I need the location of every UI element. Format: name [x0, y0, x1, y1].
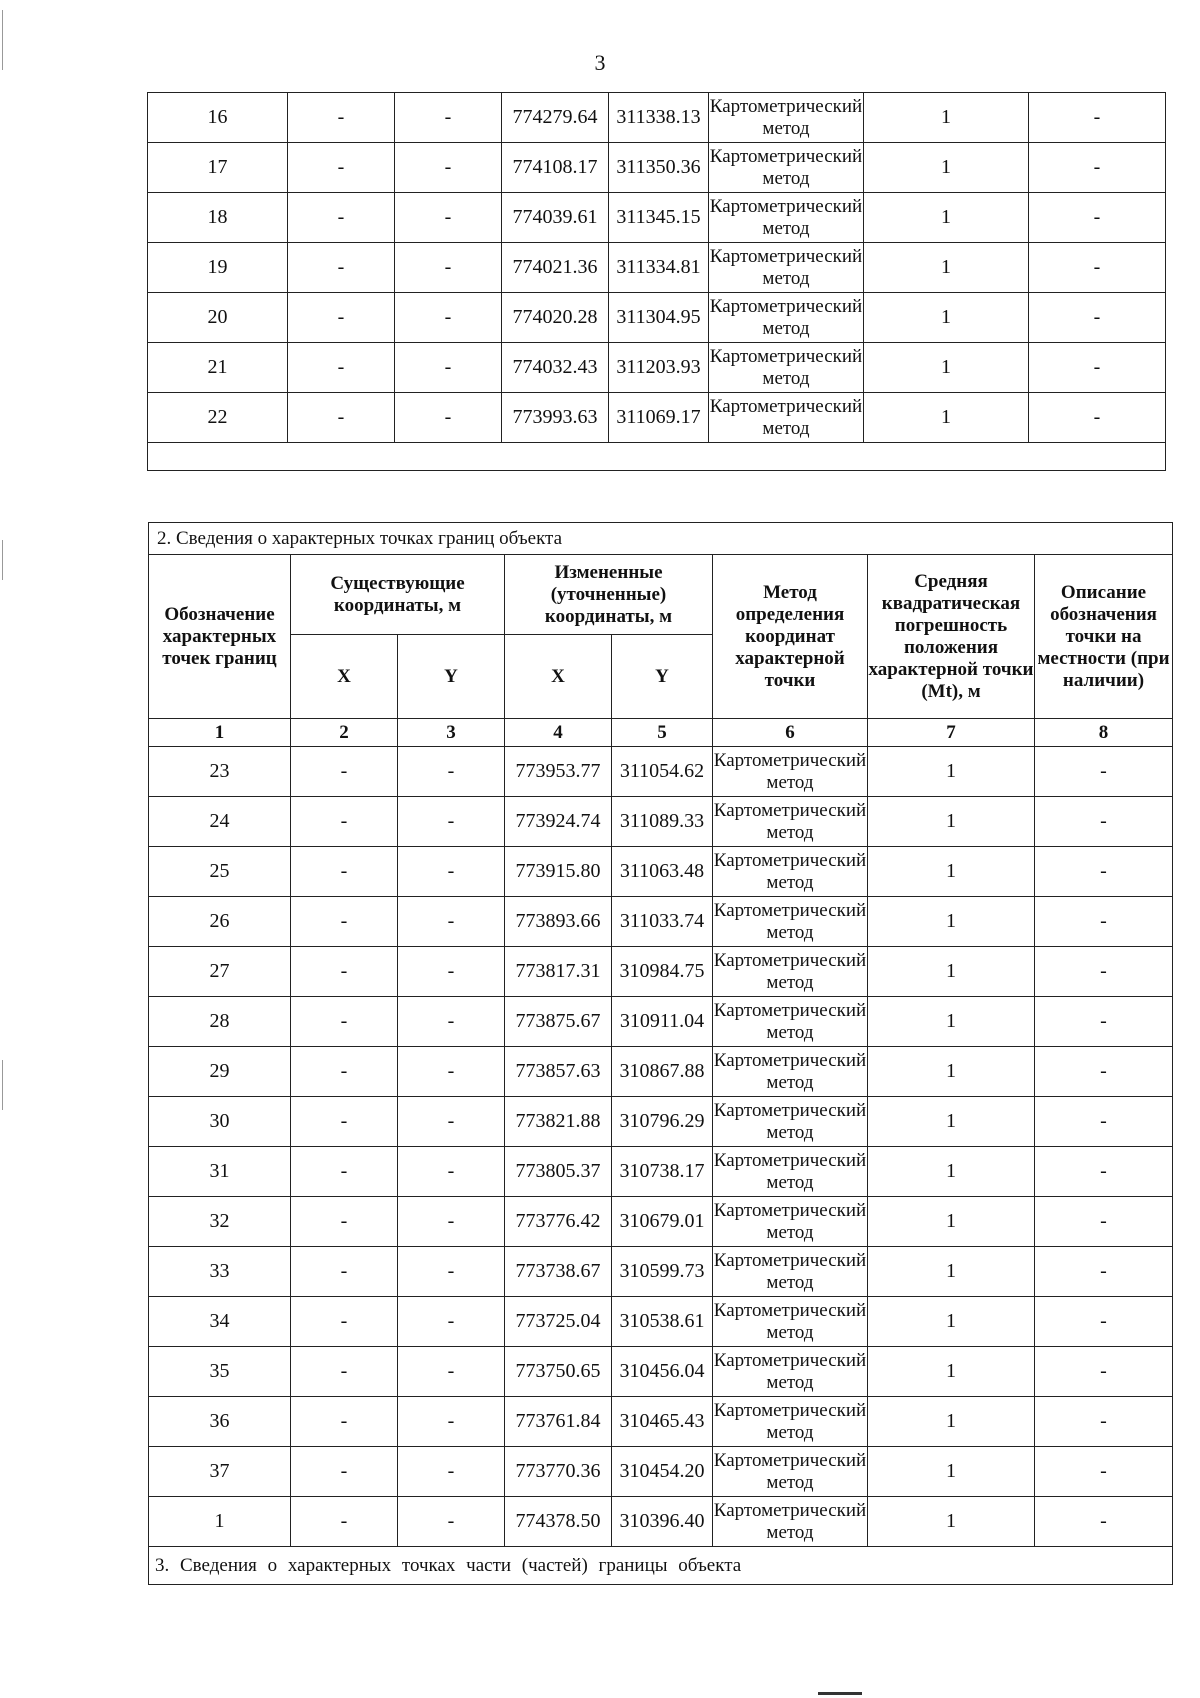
method-cell: Картометрический метод	[709, 293, 864, 343]
method-cell: Картометрический метод	[709, 393, 864, 443]
mean-error-cell: 1	[868, 1097, 1035, 1147]
point-number-cell: 25	[149, 847, 291, 897]
point-description-cell: -	[1029, 243, 1166, 293]
existing-y-cell: -	[395, 293, 502, 343]
existing-x-cell: -	[291, 747, 398, 797]
table-row	[149, 1397, 1173, 1447]
existing-y-cell: -	[398, 1347, 505, 1397]
changed-y-cell: 311203.93	[609, 343, 709, 393]
mean-error-cell: 1	[864, 93, 1029, 143]
table-row	[149, 747, 1173, 797]
mean-error-cell: 1	[868, 997, 1035, 1047]
changed-x-cell: 773875.67	[505, 997, 612, 1047]
point-number-cell: 30	[149, 1097, 291, 1147]
header-error: Средняя квадратическая погрешность положения характерной точки (Mt), м	[868, 555, 1035, 719]
changed-y-cell: 311069.17	[609, 393, 709, 443]
point-number-cell: 36	[149, 1397, 291, 1447]
existing-y-cell: -	[398, 897, 505, 947]
changed-y-cell: 311350.36	[609, 143, 709, 193]
point-number-cell: 34	[149, 1297, 291, 1347]
section-3-title: 3. Сведения о характерных точках части (частей) границы объекта	[149, 1547, 1173, 1585]
table-row	[149, 797, 1173, 847]
mean-error-cell: 1	[868, 1497, 1035, 1547]
changed-x-cell: 774021.36	[502, 243, 609, 293]
header-existing-x: X	[291, 635, 398, 719]
existing-y-cell: -	[398, 1297, 505, 1347]
mean-error-cell: 1	[864, 393, 1029, 443]
method-cell: Картометрический метод	[709, 93, 864, 143]
existing-x-cell: -	[291, 1147, 398, 1197]
point-number-cell: 16	[148, 93, 288, 143]
table1-body	[148, 93, 1166, 443]
header-designation: Обозначение характерных точек границ	[149, 555, 291, 719]
table-row	[148, 393, 1166, 443]
changed-x-cell: 773821.88	[505, 1097, 612, 1147]
changed-y-cell: 310679.01	[612, 1197, 713, 1247]
existing-x-cell: -	[288, 93, 395, 143]
point-description-cell: -	[1035, 1297, 1173, 1347]
point-number-cell: 19	[148, 243, 288, 293]
existing-y-cell: -	[398, 1497, 505, 1547]
header-changed-x: X	[505, 635, 612, 719]
point-number-cell: 29	[149, 1047, 291, 1097]
existing-x-cell: -	[288, 243, 395, 293]
mean-error-cell: 1	[864, 243, 1029, 293]
changed-x-cell: 773776.42	[505, 1197, 612, 1247]
header-method: Метод определения координат характерной точки	[713, 555, 868, 719]
changed-x-cell: 773893.66	[505, 897, 612, 947]
scan-edge-mark	[2, 540, 3, 580]
scan-edge-mark	[2, 10, 3, 70]
existing-x-cell: -	[291, 847, 398, 897]
header-row-1	[149, 555, 1173, 635]
changed-x-cell: 774032.43	[502, 343, 609, 393]
existing-y-cell: -	[395, 193, 502, 243]
mean-error-cell: 1	[864, 293, 1029, 343]
point-description-cell: -	[1035, 1397, 1173, 1447]
changed-x-cell: 774279.64	[502, 93, 609, 143]
changed-x-cell: 773915.80	[505, 847, 612, 897]
existing-x-cell: -	[291, 1047, 398, 1097]
point-number-cell: 35	[149, 1347, 291, 1397]
table-row	[149, 897, 1173, 947]
point-description-cell: -	[1029, 343, 1166, 393]
mean-error-cell: 1	[864, 143, 1029, 193]
column-number: 5	[612, 719, 713, 747]
method-cell: Картометрический метод	[713, 797, 868, 847]
existing-x-cell: -	[291, 1197, 398, 1247]
point-description-cell: -	[1029, 293, 1166, 343]
header-changed-y: Y	[612, 635, 713, 719]
point-number-cell: 26	[149, 897, 291, 947]
table-row	[149, 997, 1173, 1047]
table2-title-row	[149, 523, 1173, 555]
column-number: 2	[291, 719, 398, 747]
table-row	[148, 143, 1166, 193]
table-row	[149, 1297, 1173, 1347]
changed-x-cell: 773817.31	[505, 947, 612, 997]
changed-x-cell: 774020.28	[502, 293, 609, 343]
method-cell: Картометрический метод	[709, 193, 864, 243]
method-cell: Картометрический метод	[709, 243, 864, 293]
section-title: 2. Сведения о характерных точках границ объекта	[149, 523, 1173, 555]
existing-y-cell: -	[395, 143, 502, 193]
existing-x-cell: -	[291, 897, 398, 947]
column-number: 4	[505, 719, 612, 747]
changed-x-cell: 773993.63	[502, 393, 609, 443]
point-description-cell: -	[1035, 1097, 1173, 1147]
point-description-cell: -	[1035, 947, 1173, 997]
point-number-cell: 18	[148, 193, 288, 243]
changed-y-cell: 310456.04	[612, 1347, 713, 1397]
existing-y-cell: -	[398, 1247, 505, 1297]
existing-x-cell: -	[291, 1347, 398, 1397]
column-number: 3	[398, 719, 505, 747]
point-description-cell: -	[1029, 393, 1166, 443]
method-cell: Картометрический метод	[709, 343, 864, 393]
existing-y-cell: -	[398, 747, 505, 797]
point-description-cell: -	[1035, 797, 1173, 847]
changed-x-cell: 774039.61	[502, 193, 609, 243]
existing-x-cell: -	[288, 393, 395, 443]
method-cell: Картометрический метод	[713, 1147, 868, 1197]
existing-y-cell: -	[398, 1447, 505, 1497]
existing-x-cell: -	[288, 143, 395, 193]
table1-empty-row	[148, 443, 1166, 471]
point-number-cell: 31	[149, 1147, 291, 1197]
mean-error-cell: 1	[868, 1397, 1035, 1447]
existing-y-cell: -	[395, 243, 502, 293]
changed-x-cell: 773761.84	[505, 1397, 612, 1447]
point-number-cell: 33	[149, 1247, 291, 1297]
point-description-cell: -	[1035, 1347, 1173, 1397]
existing-x-cell: -	[288, 293, 395, 343]
changed-y-cell: 310454.20	[612, 1447, 713, 1497]
existing-y-cell: -	[398, 847, 505, 897]
table-row	[149, 847, 1173, 897]
header-description: Описание обозначения точки на местности (при наличии)	[1035, 555, 1173, 719]
mean-error-cell: 1	[868, 897, 1035, 947]
column-number: 7	[868, 719, 1035, 747]
mean-error-cell: 1	[868, 1297, 1035, 1347]
existing-x-cell: -	[291, 1497, 398, 1547]
header-existing-y: Y	[398, 635, 505, 719]
existing-x-cell: -	[291, 1447, 398, 1497]
boundary-points-table-continued	[147, 92, 1166, 471]
method-cell: Картометрический метод	[713, 1197, 868, 1247]
existing-y-cell: -	[398, 1097, 505, 1147]
point-description-cell: -	[1035, 1247, 1173, 1297]
changed-x-cell: 773725.04	[505, 1297, 612, 1347]
table-row	[149, 1147, 1173, 1197]
changed-x-cell: 773770.36	[505, 1447, 612, 1497]
mean-error-cell: 1	[868, 1447, 1035, 1497]
point-description-cell: -	[1035, 1047, 1173, 1097]
changed-y-cell: 311345.15	[609, 193, 709, 243]
existing-y-cell: -	[395, 393, 502, 443]
changed-x-cell: 773805.37	[505, 1147, 612, 1197]
changed-y-cell: 310538.61	[612, 1297, 713, 1347]
mean-error-cell: 1	[868, 1197, 1035, 1247]
mean-error-cell: 1	[868, 747, 1035, 797]
point-number-cell: 22	[148, 393, 288, 443]
mean-error-cell: 1	[864, 193, 1029, 243]
page-number: 3	[594, 50, 606, 75]
point-description-cell: -	[1035, 1147, 1173, 1197]
mean-error-cell: 1	[868, 1247, 1035, 1297]
point-number-cell: 1	[149, 1497, 291, 1547]
point-description-cell: -	[1029, 193, 1166, 243]
changed-y-cell: 311089.33	[612, 797, 713, 847]
point-description-cell: -	[1035, 1447, 1173, 1497]
mean-error-cell: 1	[868, 1047, 1035, 1097]
point-description-cell: -	[1035, 997, 1173, 1047]
table2-body	[149, 747, 1173, 1547]
method-cell: Картометрический метод	[713, 1497, 868, 1547]
point-description-cell: -	[1035, 1197, 1173, 1247]
table-row	[149, 1347, 1173, 1397]
table-row	[149, 1097, 1173, 1147]
changed-y-cell: 310984.75	[612, 947, 713, 997]
changed-y-cell: 310867.88	[612, 1047, 713, 1097]
mean-error-cell: 1	[864, 343, 1029, 393]
changed-y-cell: 310738.17	[612, 1147, 713, 1197]
method-cell: Картометрический метод	[713, 947, 868, 997]
table-row	[149, 1447, 1173, 1497]
changed-y-cell: 310396.40	[612, 1497, 713, 1547]
changed-y-cell: 311033.74	[612, 897, 713, 947]
column-number: 8	[1035, 719, 1173, 747]
mean-error-cell: 1	[868, 947, 1035, 997]
point-description-cell: -	[1035, 747, 1173, 797]
changed-x-cell: 773857.63	[505, 1047, 612, 1097]
changed-y-cell: 311304.95	[609, 293, 709, 343]
point-number-cell: 23	[149, 747, 291, 797]
table-row	[148, 193, 1166, 243]
column-number: 1	[149, 719, 291, 747]
existing-y-cell: -	[398, 947, 505, 997]
point-number-cell: 27	[149, 947, 291, 997]
existing-x-cell: -	[291, 1397, 398, 1447]
method-cell: Картометрический метод	[713, 1297, 868, 1347]
scan-edge-mark	[2, 1060, 3, 1110]
point-description-cell: -	[1035, 897, 1173, 947]
existing-x-cell: -	[291, 1097, 398, 1147]
existing-y-cell: -	[398, 797, 505, 847]
mean-error-cell: 1	[868, 1347, 1035, 1397]
table2-footer-row	[149, 1547, 1173, 1585]
mean-error-cell: 1	[868, 847, 1035, 897]
point-description-cell: -	[1029, 93, 1166, 143]
method-cell: Картометрический метод	[709, 143, 864, 193]
method-cell: Картометрический метод	[713, 1397, 868, 1447]
mean-error-cell: 1	[868, 797, 1035, 847]
bottom-edge-mark	[818, 1692, 862, 1695]
changed-x-cell: 774378.50	[505, 1497, 612, 1547]
point-number-cell: 32	[149, 1197, 291, 1247]
point-number-cell: 28	[149, 997, 291, 1047]
existing-x-cell: -	[288, 343, 395, 393]
method-cell: Картометрический метод	[713, 1047, 868, 1097]
changed-y-cell: 311063.48	[612, 847, 713, 897]
point-number-cell: 37	[149, 1447, 291, 1497]
header-existing-coords: Существующие координаты, м	[291, 555, 505, 635]
changed-y-cell: 310796.29	[612, 1097, 713, 1147]
method-cell: Картометрический метод	[713, 747, 868, 797]
table-row	[149, 947, 1173, 997]
column-numbers-row	[149, 719, 1173, 747]
method-cell: Картометрический метод	[713, 1097, 868, 1147]
point-number-cell: 17	[148, 143, 288, 193]
table-row	[149, 1247, 1173, 1297]
method-cell: Картометрический метод	[713, 1247, 868, 1297]
changed-x-cell: 773953.77	[505, 747, 612, 797]
mean-error-cell: 1	[868, 1147, 1035, 1197]
existing-y-cell: -	[395, 93, 502, 143]
header-changed-coords: Измененные (уточненные) координаты, м	[505, 555, 713, 635]
changed-x-cell: 774108.17	[502, 143, 609, 193]
changed-y-cell: 311334.81	[609, 243, 709, 293]
table-row	[148, 93, 1166, 143]
existing-x-cell: -	[291, 997, 398, 1047]
existing-y-cell: -	[398, 1397, 505, 1447]
point-description-cell: -	[1029, 143, 1166, 193]
method-cell: Картометрический метод	[713, 897, 868, 947]
changed-y-cell: 311054.62	[612, 747, 713, 797]
changed-x-cell: 773738.67	[505, 1247, 612, 1297]
existing-y-cell: -	[398, 1147, 505, 1197]
table-row	[148, 243, 1166, 293]
method-cell: Картометрический метод	[713, 1347, 868, 1397]
existing-y-cell: -	[395, 343, 502, 393]
point-number-cell: 21	[148, 343, 288, 393]
existing-x-cell: -	[291, 1297, 398, 1347]
existing-y-cell: -	[398, 1047, 505, 1097]
existing-x-cell: -	[288, 193, 395, 243]
method-cell: Картометрический метод	[713, 847, 868, 897]
table-row	[149, 1197, 1173, 1247]
existing-x-cell: -	[291, 797, 398, 847]
table-row	[149, 1047, 1173, 1097]
column-number: 6	[713, 719, 868, 747]
changed-y-cell: 310599.73	[612, 1247, 713, 1297]
method-cell: Картометрический метод	[713, 997, 868, 1047]
existing-y-cell: -	[398, 1197, 505, 1247]
existing-y-cell: -	[398, 997, 505, 1047]
table-row	[149, 1497, 1173, 1547]
existing-x-cell: -	[291, 1247, 398, 1297]
changed-y-cell: 311338.13	[609, 93, 709, 143]
method-cell: Картометрический метод	[713, 1447, 868, 1497]
changed-x-cell: 773750.65	[505, 1347, 612, 1397]
existing-x-cell: -	[291, 947, 398, 997]
point-number-cell: 20	[148, 293, 288, 343]
table-row	[148, 343, 1166, 393]
table-row	[148, 293, 1166, 343]
changed-x-cell: 773924.74	[505, 797, 612, 847]
changed-y-cell: 310465.43	[612, 1397, 713, 1447]
point-description-cell: -	[1035, 1497, 1173, 1547]
point-number-cell: 24	[149, 797, 291, 847]
boundary-points-table	[148, 522, 1173, 1585]
changed-y-cell: 310911.04	[612, 997, 713, 1047]
point-description-cell: -	[1035, 847, 1173, 897]
empty-cell	[148, 443, 1166, 471]
